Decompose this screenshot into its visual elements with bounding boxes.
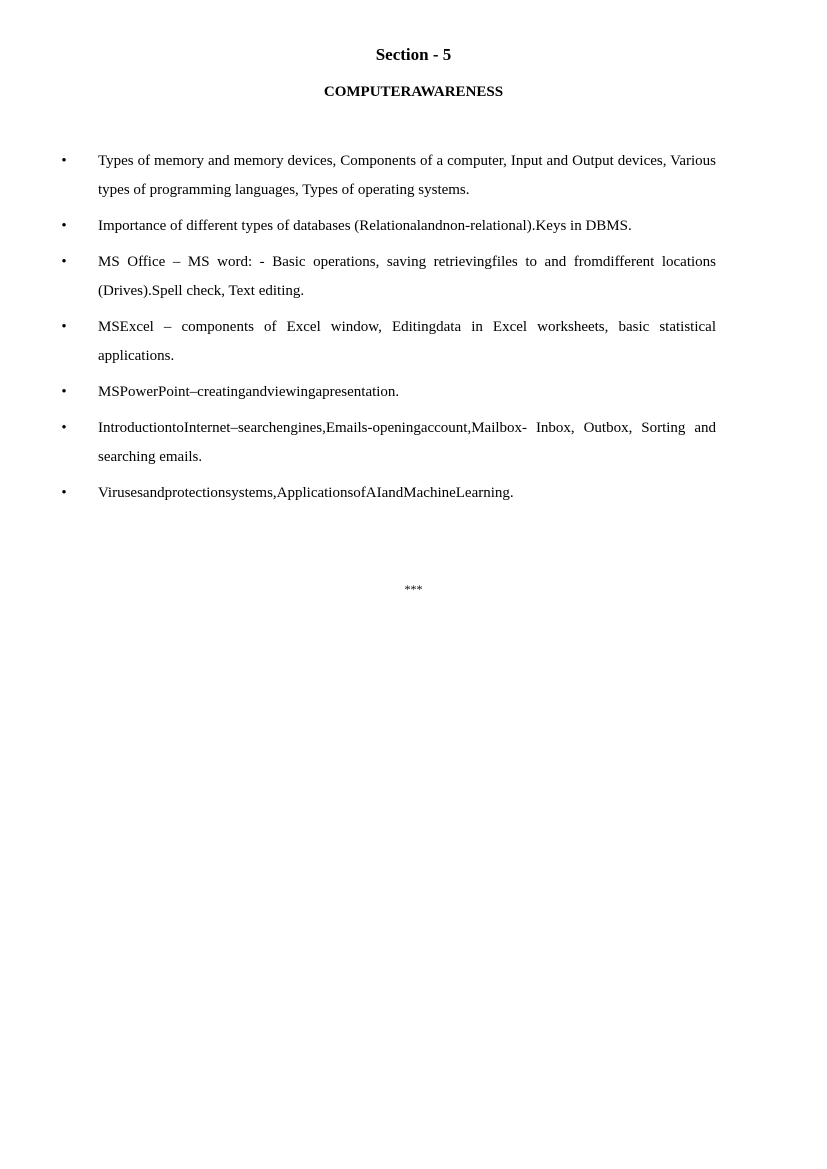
- list-item: [0, 147, 716, 205]
- topic-text: MSPowerPoint–creatingandviewingapresentation.: [98, 384, 400, 400]
- list-item: [0, 378, 716, 407]
- topic-list: [0, 147, 827, 515]
- bullet-icon: •: [61, 485, 67, 501]
- section-subtitle: COMPUTERAWARENESS: [323, 84, 504, 100]
- bullet-icon: •: [61, 319, 67, 335]
- topic-text: Types of memory and memory devices, Components of a computer, Input and Output devices, Various types of programming languages, Types of operating systems.: [98, 153, 716, 198]
- bullet-icon: •: [61, 254, 67, 270]
- list-item: [0, 248, 716, 306]
- bullet-icon: •: [61, 420, 67, 436]
- list-item: [0, 313, 716, 371]
- end-of-section-mark: ***: [404, 582, 423, 596]
- bullet-icon: •: [61, 218, 67, 234]
- topic-text: Virusesandprotectionsystems,ApplicationsofAIandMachineLearning.: [98, 485, 514, 501]
- topic-text: Importance of different types of databases (Relationalandnon-relational).Keys in DBMS.: [98, 218, 632, 234]
- list-item: [0, 414, 716, 472]
- topic-text: MSExcel – components of Excel window, Editingdata in Excel worksheets, basic statistical applications.: [98, 319, 716, 364]
- list-item: [0, 479, 716, 508]
- topic-text: IntroductiontoInternet–searchengines,Emails-openingaccount,Mailbox- Inbox, Outbox, Sorting and searching emails.: [98, 420, 716, 465]
- topic-text: MS Office – MS word: - Basic operations, saving retrievingfiles to and fromdifferent locations (Drives).Spell check, Text editing.: [98, 254, 716, 299]
- section-title: Section - 5: [375, 45, 452, 64]
- bullet-icon: •: [61, 384, 67, 400]
- bullet-icon: •: [61, 153, 67, 169]
- list-item: [0, 212, 716, 241]
